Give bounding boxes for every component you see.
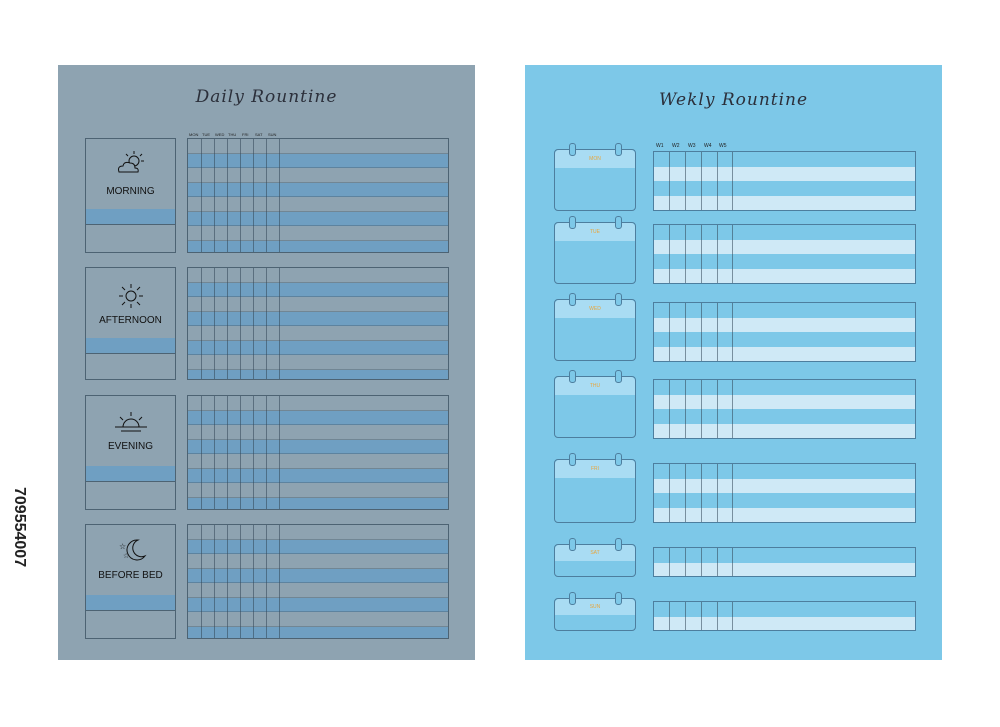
- weekly-grid-sun: [653, 601, 916, 631]
- day-header: MON: [189, 132, 199, 137]
- weekly-title: Wekly Rountine: [658, 90, 809, 110]
- calendar-fri: [554, 459, 636, 523]
- highlight-band: [86, 209, 175, 224]
- calendar-sun: [554, 598, 636, 631]
- section-label: MORNING: [106, 186, 155, 197]
- daily-title: Daily Rountine: [195, 87, 338, 107]
- sun-cloud-icon: [114, 150, 148, 176]
- week-header: W1: [656, 143, 664, 149]
- moon-stars-icon: [116, 537, 148, 563]
- sun-icon: [117, 282, 145, 310]
- highlight-band: [86, 595, 175, 610]
- section-label: EVENING: [107, 441, 153, 452]
- afternoon-grid: [187, 267, 449, 380]
- highlight-band: [86, 466, 175, 481]
- calendar-thu: [554, 376, 636, 438]
- before-bed-box: [85, 524, 176, 639]
- calendar-sat: [554, 544, 636, 577]
- calendar-day-label: SAT: [555, 545, 635, 561]
- svg-text:☆: ☆: [119, 542, 127, 551]
- evening-box: [85, 395, 176, 510]
- week-header: W2: [672, 143, 680, 149]
- week-header: W3: [688, 143, 696, 149]
- week-header: W4: [704, 143, 712, 149]
- day-header: WED: [215, 132, 225, 137]
- calendar-day-label: FRI: [555, 460, 635, 478]
- morning-box: [85, 138, 176, 253]
- calendar-day-label: SUN: [555, 599, 635, 615]
- sunset-icon: [113, 409, 149, 433]
- day-header: SAT: [255, 132, 263, 137]
- calendar-tue: [554, 222, 636, 284]
- weekly-grid-sat: [653, 547, 916, 577]
- calendar-day-label: THU: [555, 377, 635, 395]
- weekly-routine-page: [525, 65, 942, 660]
- weekly-grid-tue: [653, 224, 916, 284]
- svg-text:☆: ☆: [123, 552, 130, 560]
- calendar-day-label: TUE: [555, 223, 635, 241]
- weekly-grid-wed: [653, 302, 916, 362]
- day-header: SUN: [268, 132, 277, 137]
- calendar-day-label: MON: [555, 150, 635, 168]
- daily-routine-page: [58, 65, 475, 660]
- before-bed-grid: [187, 524, 449, 639]
- section-label: AFTERNOON: [99, 315, 162, 326]
- day-header: THU: [228, 132, 237, 137]
- weekly-grid-thu: [653, 379, 916, 439]
- calendar-wed: [554, 299, 636, 361]
- day-header: TUE: [202, 132, 210, 137]
- stock-id-text: 709554007: [11, 487, 28, 568]
- morning-grid: [187, 138, 449, 253]
- week-header: W5: [719, 143, 727, 149]
- calendar-day-label: WED: [555, 300, 635, 318]
- calendar-mon: [554, 149, 636, 211]
- section-label: BEFORE BED: [98, 570, 163, 581]
- afternoon-box: [85, 267, 176, 380]
- weekly-grid-fri: [653, 463, 916, 523]
- weekly-grid-mon: [653, 151, 916, 211]
- evening-grid: [187, 395, 449, 510]
- highlight-band: [86, 338, 175, 353]
- day-header: FRI: [242, 132, 249, 137]
